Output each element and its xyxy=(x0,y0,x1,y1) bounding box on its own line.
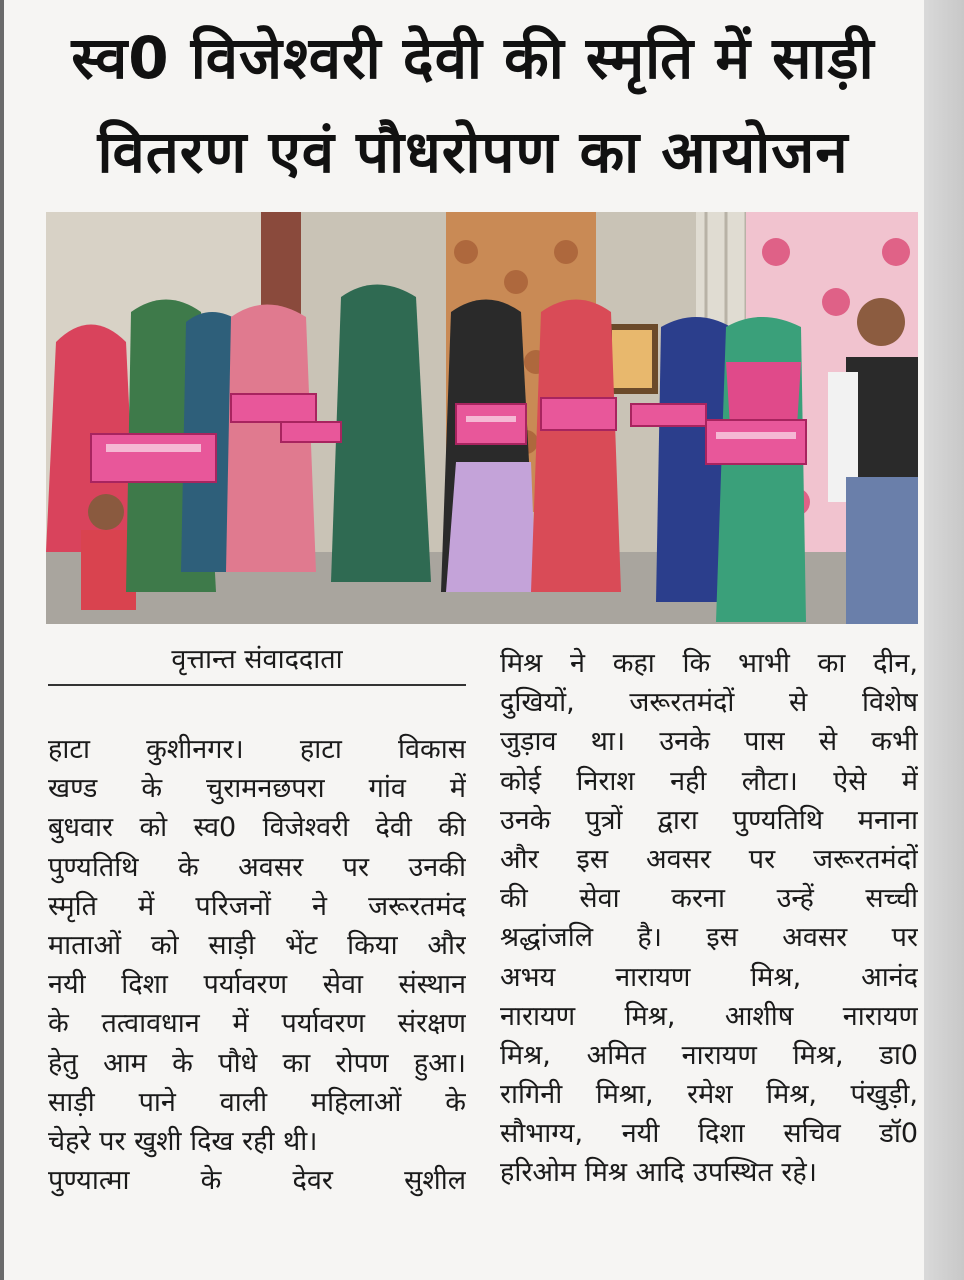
article-line: जुड़ाव था। उनके पास से कभी xyxy=(500,726,918,758)
article-line: के तत्वावधान में पर्यावरण संरक्षण xyxy=(48,1008,466,1040)
article-line: हाटा कुशीनगर। हाटा विकास xyxy=(48,734,466,765)
article-line: श्रद्धांजलि है। इस अवसर पर xyxy=(500,922,918,954)
byline-divider xyxy=(48,684,466,686)
article-line: रागिनी मिश्रा, रमेश मिश्र, पंखुड़ी, xyxy=(500,1079,918,1111)
byline: वृत्तान्त संवाददाता xyxy=(171,644,343,675)
article-column-right xyxy=(500,644,918,1193)
article-line: पुण्यात्मा के देवर सुशील xyxy=(48,1165,466,1197)
article-line: माताओं को साड़ी भेंट किया और xyxy=(48,929,466,961)
article-line: स्मृति में परिजनों ने जरूरतमंद xyxy=(48,890,466,922)
article-line: और इस अवसर पर जरूरतमंदों xyxy=(500,843,918,875)
article-line: अभय नारायण मिश्र, आनंद xyxy=(500,961,918,993)
article-line: सौभाग्य, नयी दिशा सचिव डॉ0 xyxy=(500,1118,918,1150)
article-line: उनके पुत्रों द्वारा पुण्यतिथि मनाना xyxy=(500,804,918,836)
article-line: खण्ड के चुरामनछपरा गांव में xyxy=(48,773,466,805)
article-line: बुधवार को स्व0 विजेश्वरी देवी की xyxy=(48,812,466,844)
page-shadow xyxy=(924,0,964,1280)
article-line: हेतु आम के पौधे का रोपण हुआ। xyxy=(48,1047,466,1079)
headline-line-1: स्व0 विजेश्वरी देवी की स्मृति में साड़ी xyxy=(71,24,875,92)
article-line: पुण्यतिथि के अवसर पर उनकी xyxy=(48,851,466,883)
article-line: मिश्र, अमित नारायण मिश्र, डा0 xyxy=(500,1039,918,1071)
article-line: हरिओम मिश्र आदि उपस्थित रहे। xyxy=(500,1157,817,1189)
article-column-left xyxy=(48,730,466,1200)
article-line: दुखियों, जरूरतमंदों से विशेष xyxy=(500,687,918,719)
article-line: मिश्र ने कहा कि भाभी का दीन, xyxy=(500,648,918,679)
article-line: कोई निराश नही लौटा। ऐसे में xyxy=(500,765,918,797)
photo-group-women-sarees-icon xyxy=(46,212,918,624)
article-line: की सेवा करना उन्हें सच्ची xyxy=(500,883,918,915)
news-photo xyxy=(46,212,918,624)
headline-line-2: वितरण एवं पौधरोपण का आयोजन xyxy=(97,118,849,186)
article-line: नयी दिशा पर्यावरण सेवा संस्थान xyxy=(48,969,466,1001)
article-line: साड़ी पाने वाली महिलाओं के xyxy=(48,1086,466,1118)
article-line: चेहरे पर खुशी दिख रही थी। xyxy=(48,1125,318,1157)
article-line: नारायण मिश्र, आशीष नारायण xyxy=(500,1000,918,1032)
